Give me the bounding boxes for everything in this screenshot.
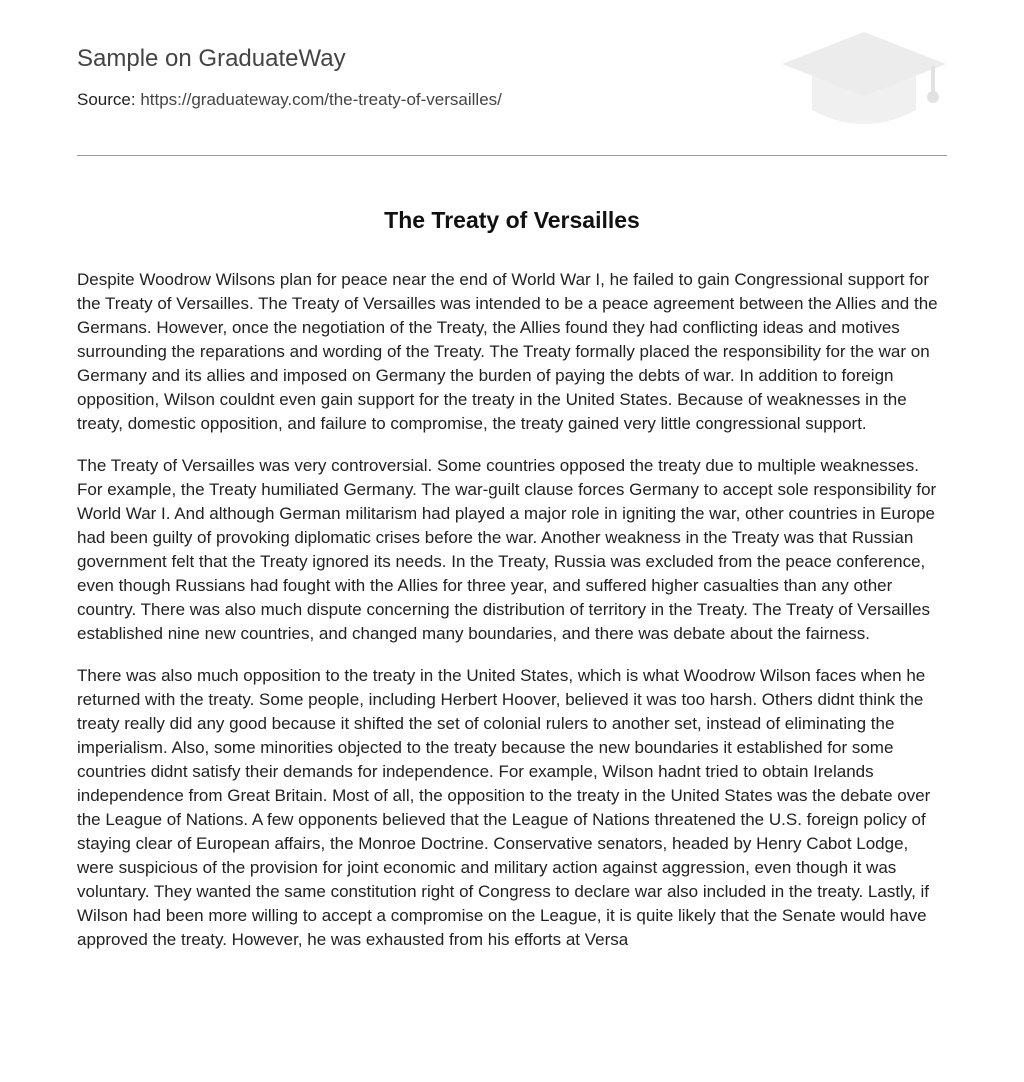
site-title: Sample on GraduateWay (77, 45, 346, 72)
document-body (77, 268, 947, 970)
paragraph: Despite Woodrow Wilsons plan for peace near the end of World War I, he failed to gain Congressional support for the Treaty of Versailles. The Treaty of Versailles was intended to be a peace agreement between the Allies and the Germans. However, once the negotiation of the Treaty, the Allies found they had conflicting ideas and motives surrounding the reparations and wording of the Treaty. The Treaty formally placed the responsibility for the war on Germany and its allies and imposed on Germany the burden of paying the debts of war. In addition to foreign opposition, Wilson couldnt even gain support for the treaty in the United States. Because of weaknesses in the treaty, domestic opposition, and failure to compromise, the treaty gained very little congressional support. (77, 270, 938, 433)
paragraph: The Treaty of Versailles was very controversial. Some countries opposed the treaty due to multiple weaknesses. For example, the Treaty humiliated Germany. The war-guilt clause forces Germany to accept sole responsibility for World War I. And although German militarism had played a major role in igniting the war, other countries in Europe had been guilty of provoking diplomatic crises before the war. Another weakness in the Treaty was that Russian government felt that the Treaty ignored its needs. In the Treaty, Russia was excluded from the peace conference, even though Russians had fought with the Allies for three year, and suffered higher casualties than any other country. There was also much dispute concerning the distribution of territory in the Treaty. The Treaty of Versailles established nine new countries, and changed many boundaries, and there was debate about the fairness. (77, 456, 937, 643)
source-label: Source: (77, 90, 136, 109)
header-divider (77, 155, 947, 156)
graduation-cap-icon (780, 30, 948, 134)
document-title: The Treaty of Versailles (384, 207, 640, 233)
paragraph: There was also much opposition to the treaty in the United States, which is what Woodrow Wilson faces when he returned with the treaty. Some people, including Herbert Hoover, believed it was too harsh. Others didnt think the treaty really did any good because it shifted the set of colonial rulers to another set, instead of eliminating the imperialism. Also, some minorities objected to the treaty because the new boundaries it established for some countries didnt satisfy their demands for independence. For example, Wilson hadnt tried to obtain Irelands independence from Great Britain. Most of all, the opposition to the treaty in the United States was the debate over the League of Nations. A few opponents believed that the League of Nations threatened the U.S. foreign policy of staying clear of European affairs, the Monroe Doctrine. Conservative senators, headed by Henry Cabot Lodge, were suspicious of the provision for joint economic and military action against aggression, even though it was voluntary. They wanted the same constitution right of Congress to declare war also included in the treaty. Lastly, if Wilson had been more willing to accept a compromise on the League, it is quite likely that the Senate would have approved the treaty. However, he was exhausted from his efforts at Versa (77, 666, 931, 949)
source-line (77, 90, 502, 110)
source-link[interactable]: https://graduateway.com/the-treaty-of-versailles/ (140, 90, 502, 109)
